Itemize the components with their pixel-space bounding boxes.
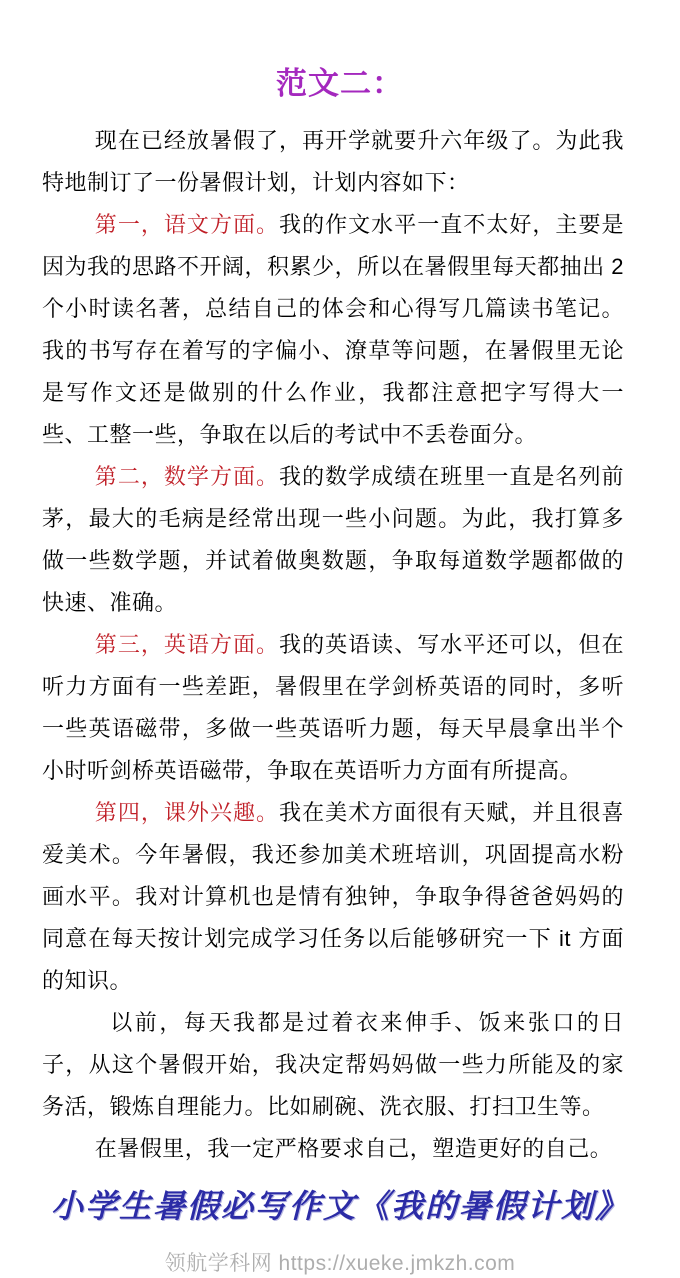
- watermark-text: 领航学科网 https://xueke.jmkzh.com: [164, 1252, 516, 1275]
- page-title: 范文二：: [276, 66, 404, 101]
- promo-banner: 小学生暑假必写作文《我的暑假计划》: [50, 1188, 629, 1224]
- paragraph-text: 我的英语读、写水平还可以，但在听力方面有一些差距，暑假里在学剑桥英语的同时，多听一些英语磁带，多做一些英语听力题，每天早晨拿出半个小时听剑桥英语磁带，争取在英语听力方面有所提高。: [42, 632, 624, 783]
- essay-paragraph-housework: [42, 1002, 624, 1128]
- paragraph-text: 我的数学成绩在班里一直是名列前茅，最大的毛病是经常出现一些小问题。为此，我打算多做一些数学题，并试着做奥数题，争取每道数学题都做的快速、准确。: [42, 464, 624, 615]
- section-lead-hobby: 第四，课外兴趣。: [94, 800, 280, 825]
- essay-body: [42, 120, 624, 1170]
- paragraph-text: 现在已经放暑假了，再开学就要升六年级了。为此我特地制订了一份暑假计划，计划内容如下：: [42, 128, 624, 195]
- section-lead-chinese: 第一，语文方面。: [94, 212, 280, 237]
- paragraph-text: 我的作文水平一直不太好，主要是因为我的思路不开阔，积累少，所以在暑假里每天都抽出 2 个小时读名著，总结自己的体会和心得写几篇读书笔记。我的书写存在着写的字偏小、潦草等问题，在暑假里无论是写作文还是做别的什么作业，我都注意把字写得大一些、工整一些，争取在以后的考试中不丢卷面分。: [42, 212, 624, 447]
- section-lead-math: 第二，数学方面。: [94, 464, 280, 489]
- paragraph-text: 我在美术方面很有天赋，并且很喜爱美术。今年暑假，我还参加美术班培训，巩固提高水粉画水平。我对计算机也是情有独钟，争取争得爸爸妈妈的同意在每天按计划完成学习任务以后能够研究一下 it 方面的知识。: [42, 800, 624, 993]
- essay-paragraph-intro: [42, 120, 624, 204]
- essay-paragraph-closing: [42, 1128, 624, 1170]
- essay-paragraph-hobby: [42, 792, 624, 1002]
- essay-paragraph-math: [42, 456, 624, 624]
- essay-paragraph-chinese: [42, 204, 624, 456]
- paragraph-text: 在暑假里，我一定严格要求自己，塑造更好的自己。: [94, 1136, 613, 1161]
- paragraph-text: 以前，每天我都是过着衣来伸手、饭来张口的日子，从这个暑假开始，我决定帮妈妈做一些力所能及的家务活，锻炼自理能力。比如刷碗、洗衣服、打扫卫生等。: [42, 1010, 624, 1119]
- essay-paragraph-english: [42, 624, 624, 792]
- section-lead-english: 第三，英语方面。: [94, 632, 280, 657]
